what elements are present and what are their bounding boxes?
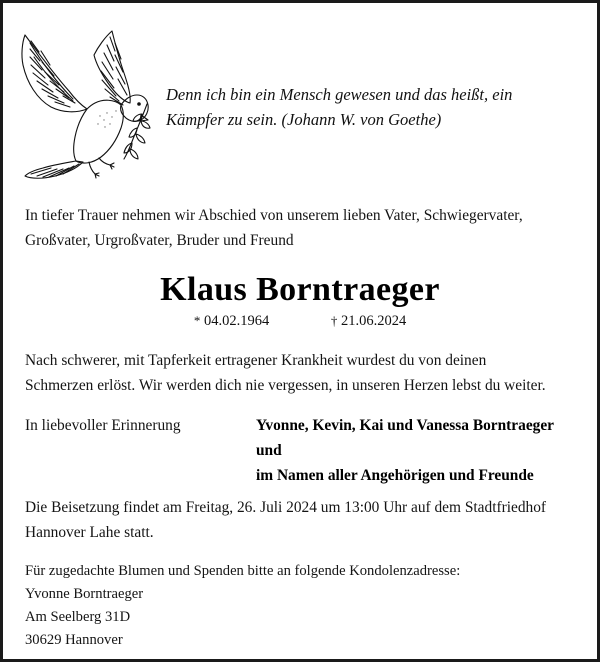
donation-street: Am Seelberg 31D xyxy=(25,609,131,625)
donation-city: 30629 Hannover xyxy=(25,632,123,648)
illness-line-1: Nach schwerer, mit Tapferkeit ertragener Krankheit wurdest du von deinen xyxy=(25,352,487,369)
donation-recipient: Yvonne Borntraeger xyxy=(25,586,144,602)
life-dates xyxy=(3,313,597,330)
family-line-3: im Namen aller Angehörigen und Freunde xyxy=(256,467,534,484)
birth-symbol: * xyxy=(193,313,201,328)
funeral-details xyxy=(25,495,581,545)
quote-line-1: Denn ich bin ein Mensch gewesen und das heißt, ein xyxy=(166,85,513,104)
memorial-quote xyxy=(166,82,586,132)
illness-paragraph xyxy=(25,348,577,398)
birth-date xyxy=(194,313,273,329)
birth-date-value: 04.02.1964 xyxy=(203,313,270,329)
mourning-intro xyxy=(25,203,570,253)
deceased-name: Klaus Borntraeger xyxy=(160,271,440,308)
card-inner xyxy=(3,3,597,659)
illness-line-2: Schmerzen erlöst. Wir werden dich nie vergessen, in unseren Herzen lebst du weiter. xyxy=(25,377,546,394)
family-line-2: und xyxy=(256,442,282,459)
funeral-line-2: Hannover Lahe statt. xyxy=(25,524,154,541)
dove-with-olive-branch-icon xyxy=(11,21,156,186)
intro-line-2: Großvater, Urgroßvater, Bruder und Freund xyxy=(25,232,294,249)
family-line-1: Yvonne, Kevin, Kai und Vanessa Borntraeger xyxy=(256,417,555,434)
intro-line-1: In tiefer Trauer nehmen wir Abschied von unserem lieben Vater, Schwiegervater, xyxy=(25,207,523,224)
donation-address xyxy=(25,560,577,652)
funeral-line-1: Die Beisetzung findet am Freitag, 26. Juli 2024 um 13:00 Uhr auf dem Stadtfriedhof xyxy=(25,499,547,516)
donation-line-1: Für zugedachte Blumen und Spenden bitte an folgende Kondolenzadresse: xyxy=(25,563,461,579)
death-date xyxy=(331,313,406,329)
cross-icon: † xyxy=(330,313,338,328)
memory-label: In liebevoller Erinnerung xyxy=(25,417,181,434)
family-names xyxy=(256,413,586,488)
death-date-value: 21.06.2024 xyxy=(340,313,407,329)
quote-line-2: Kämpfer zu sein. (Johann W. von Goethe) xyxy=(166,110,442,129)
